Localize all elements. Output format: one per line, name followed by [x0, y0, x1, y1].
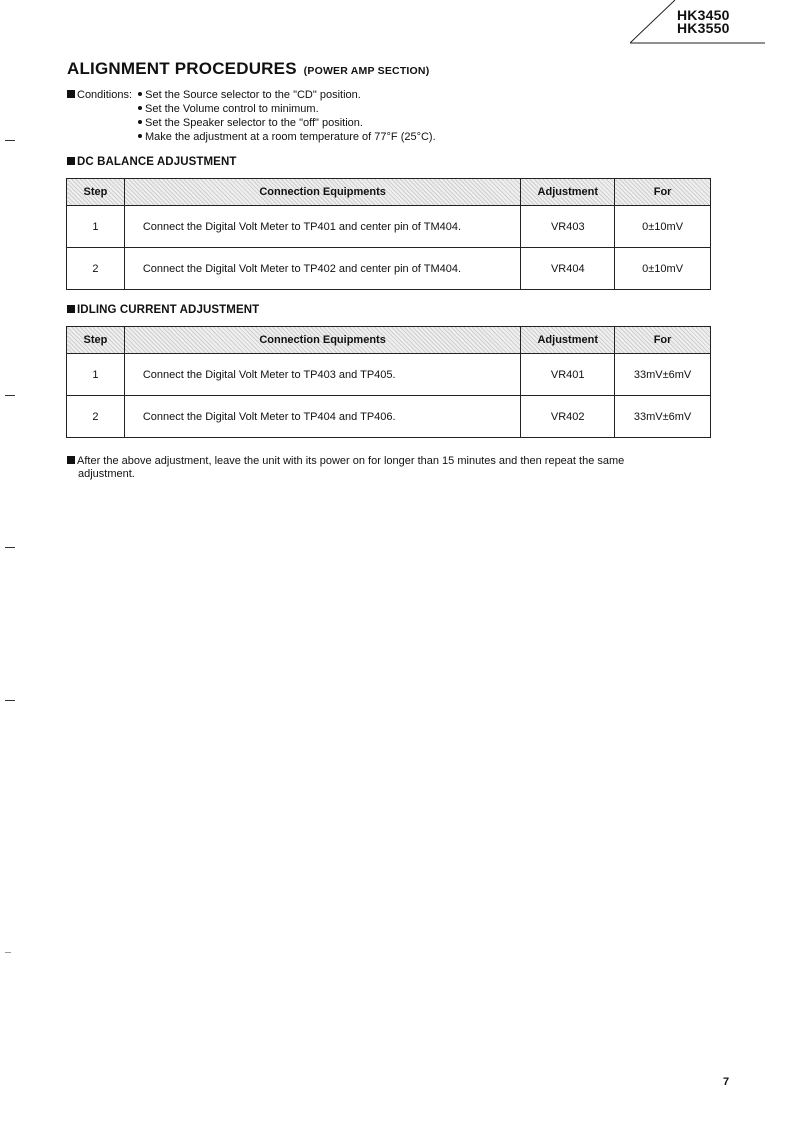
dot-bullet-icon [138, 92, 142, 96]
binding-hole-mark [5, 952, 11, 953]
dc-balance-table [66, 178, 711, 290]
dot-bullet-icon [138, 120, 142, 124]
column-header: Adjustment [521, 179, 615, 206]
section-heading: IDLING CURRENT ADJUSTMENT [67, 304, 259, 316]
condition-row [67, 130, 436, 144]
table-row [67, 396, 711, 438]
page-number: 7 [723, 1076, 730, 1088]
binding-hole-mark [5, 395, 15, 396]
column-header: Connection Equipments [124, 179, 521, 206]
adjustment-cell: VR402 [521, 396, 615, 438]
step-cell: 2 [67, 248, 125, 290]
section-heading: DC BALANCE ADJUSTMENT [67, 156, 236, 168]
condition-row [67, 116, 436, 130]
adjustment-cell: VR401 [521, 354, 615, 396]
binding-hole-mark [5, 547, 15, 548]
column-header: Step [67, 179, 125, 206]
table-row [67, 354, 711, 396]
connection-cell: Connect the Digital Volt Meter to TP401 and center pin of TM404. [124, 206, 521, 248]
model-number: HK3450 [677, 7, 730, 23]
page-title [67, 59, 429, 79]
square-bullet-icon [67, 456, 75, 464]
conditions-block [67, 88, 436, 144]
title-sub: (POWER AMP SECTION) [303, 65, 430, 77]
for-cell: 0±10mV [615, 206, 711, 248]
step-cell: 1 [67, 206, 125, 248]
column-header: Adjustment [521, 327, 615, 354]
model-number: HK3550 [677, 20, 730, 36]
conditions-label: Conditions: [77, 89, 133, 101]
column-header: For [615, 179, 711, 206]
adjustment-cell: VR404 [521, 248, 615, 290]
condition-item: Set the Volume control to minimum. [145, 103, 319, 115]
for-cell: 33mV±6mV [615, 354, 711, 396]
condition-item: Set the Source selector to the "CD" position. [145, 89, 361, 101]
condition-item: Make the adjustment at a room temperature of 77°F (25°C). [145, 131, 436, 143]
table-row [67, 206, 711, 248]
connection-cell: Connect the Digital Volt Meter to TP403 and TP405. [124, 354, 520, 396]
condition-row [67, 102, 436, 116]
table-row [67, 248, 711, 290]
connection-cell: Connect the Digital Volt Meter to TP402 and center pin of TM404. [124, 248, 521, 290]
square-bullet-icon [67, 305, 75, 313]
column-header: Step [67, 327, 125, 354]
square-bullet-icon [67, 157, 75, 165]
model-header [630, 0, 765, 44]
step-cell: 1 [67, 354, 125, 396]
title-main: ALIGNMENT PROCEDURES [67, 59, 297, 78]
note-line: After the above adjustment, leave the unit with its power on for longer than 15 minutes and then repeat the same [67, 455, 712, 468]
step-cell: 2 [67, 396, 125, 438]
adjustment-note [67, 455, 712, 481]
dot-bullet-icon [138, 106, 142, 110]
connection-cell: Connect the Digital Volt Meter to TP404 and TP406. [124, 396, 520, 438]
square-bullet-icon [67, 90, 75, 98]
for-cell: 0±10mV [615, 248, 711, 290]
table-header-row [67, 179, 711, 206]
dot-bullet-icon [138, 134, 142, 138]
idling-current-table [66, 326, 711, 438]
condition-row [67, 88, 436, 102]
binding-hole-mark [5, 140, 15, 141]
binding-hole-mark [5, 700, 15, 701]
note-line: adjustment. [78, 468, 135, 480]
condition-item: Set the Speaker selector to the "off" position. [145, 117, 363, 129]
column-header: For [615, 327, 711, 354]
adjustment-cell: VR403 [521, 206, 615, 248]
column-header: Connection Equipments [124, 327, 520, 354]
for-cell: 33mV±6mV [615, 396, 711, 438]
table-header-row [67, 327, 711, 354]
